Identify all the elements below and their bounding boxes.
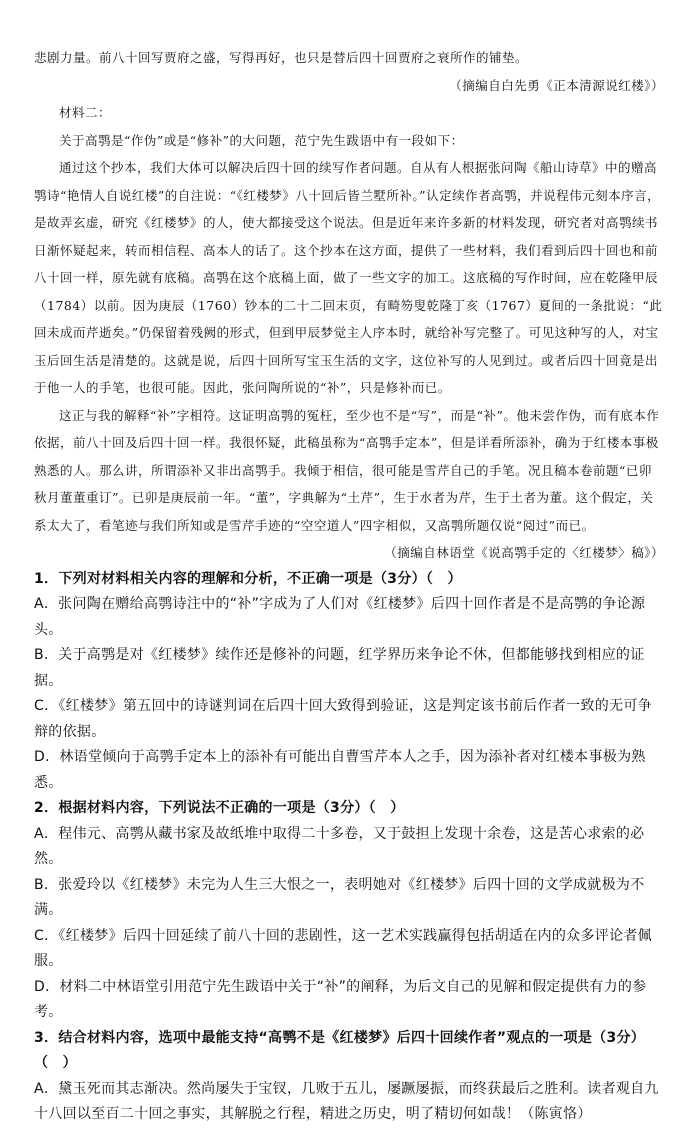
question-stem: 1．下列对材料相关内容的理解和分析，不正确一项是（3分）（ ）	[34, 570, 462, 587]
source-citation-1: （摘编自白先勇《正本清源说红楼》）	[449, 77, 664, 93]
material-two-heading: 材料二：	[59, 105, 112, 120]
option-a[interactable]: A．程伟元、高鹗从藏书家及故纸堆中取得二十多卷，又于鼓担上发现十余卷，这是苦心求索的必然。	[34, 825, 645, 867]
option-a[interactable]: A．黛玉死而其志渐决。然尚屡失于宝钗，几败于五儿，屡蹶屡振，而终获最后之胜利。读者观自九十八回以至百二十回之事实，其解脱之行程，精进之历史，明了精切何如哉！（陈寅恪）	[34, 1080, 659, 1122]
question-2	[34, 796, 664, 1026]
option-c[interactable]: C．《红楼梦》后四十回延续了前八十回的悲剧性，这一艺术实践赢得包括胡适在内的众多评论者佩服。	[34, 927, 652, 969]
option-a[interactable]: A．张问陶在赠给高鹗诗注中的“补”字成为了人们对《红楼梦》后四十回作者是不是高鹗的争论源头。	[34, 596, 646, 638]
question-1	[34, 567, 664, 797]
material-one-tail: 悲剧力量。前八十回写贾府之盛，写得再好，也只是替后四十回贾府之衰所作的铺垫。	[34, 50, 529, 65]
source-citation-2: （摘编自林语堂《说高鹗手定的〈红楼梦〉稿》）	[384, 545, 664, 560]
question-3	[34, 1026, 664, 1128]
material-two-paragraph-3: 这正与我的解释“补”字相符。这证明高鹗的冤枉，至少也不是“写”，而是“补”。他未尝作伪，而有底本作依据，前八十回及后四十回一样。我很怀疑，此稿虽称为“高鹗手定本”，但是详看所添补，确为于红楼本事极熟悉的人。那么讲，所谓添补又非出高鹗手。我倾于相信，很可能是雪芹自己的手笔。况且稿本卷前题“已卯秋月董董重订”。已卯是庚辰前一年。“董”，字典解为“土芹”，生于水者为芹，生于土者为董。这个假定，关系太大了，看笔迹与我们所知或是雪芹手迹的“空空道人”四字相似，又高鹗所题仅说“阅过”而已。	[34, 407, 660, 533]
option-b[interactable]: B．关于高鹗是对《红楼梦》续作还是修补的问题，红学界历来争论不休，但都能够找到相应的证据。	[34, 647, 645, 689]
material-two-paragraph-1: 关于高鹗是“作伪”或是“修补”的大问题，范宁先生跋语中有一段如下：	[59, 132, 464, 148]
question-stem: 3．结合材料内容，选项中最能支持“高鹗不是《红楼梦》后四十回续作者”观点的一项是（3分）（ ）	[34, 1029, 646, 1071]
option-d[interactable]: D．林语堂倾向于高鹗手定本上的添补有可能出自曹雪芹本人之手，因为添补者对红楼本事极为熟悉。	[34, 749, 646, 791]
option-b[interactable]: B．张爱玲以《红楼梦》未完为人生三大恨之一，表明她对《红楼梦》后四十回的文学成就极为不满。	[34, 876, 645, 918]
option-d[interactable]: D．材料二中林语堂引用范宁先生跋语中关于“补”的阐释，为后文自己的见解和假定提供有力的参考。	[34, 978, 647, 1020]
material-two-paragraph-2: 通过这个抄本，我们大体可以解决后四十回的续写作者问题。自从有人根据张问陶《船山诗草》中的赠高鹗诗“艳情人自说红楼”的自注说：“《红楼梦》八十回后皆兰墅所补。”认定续作者高鹗，并说程伟元刻本序言，是故弄玄虚，研究《红楼梦》的人，使大都接受这个说法。但是近年来许多新的材料发现，研究者对高鹗续书日渐怀疑起来，转而相信程、高本人的话了。这个抄本在这方面，提供了一些材料，我们看到后四十回也和前八十回一样，原先就有底稿。高鹗在这个底稿上面，做了一些文字的加工。这底稿的写作时间，应在乾隆甲辰（1784）以前。因为庚辰（1760）钞本的二十二回末页，有畸笏叟乾隆丁亥（1767）夏间的一条批说：“此回未成而芹逝矣。”仍保留着残阙的形式，但到甲辰梦觉主人序本时，就给补写完整了。可见这种写的人，对宝玉后回生活是清楚的。这就是说，后四十回所写宝玉生活的文字，这位补写的人见到过。或者后四十回竟是出于他一人的手笔，也很可能。因此，张问陶所说的“补”，只是修补而已。	[34, 160, 663, 395]
option-c[interactable]: C．《红楼梦》第五回中的诗谜判词在后四十回大致得到验证，这是判定该书前后作者一致的无可争辩的依据。	[34, 698, 652, 740]
question-stem: 2．根据材料内容，下列说法不正确的一项是（3分）（ ）	[34, 800, 405, 816]
